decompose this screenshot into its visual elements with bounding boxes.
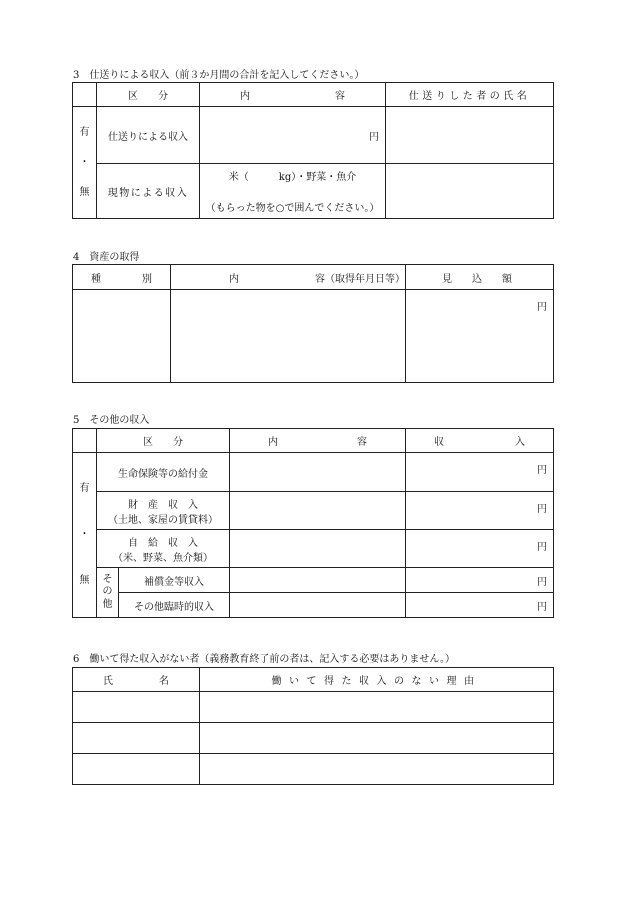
presence-cell: 有 ・ 無 (73, 453, 97, 618)
header-name: 氏 名 (73, 668, 200, 692)
header-kubun: 区 分 (97, 429, 230, 453)
row-property-income-content[interactable] (230, 492, 406, 530)
section-5-title: 5 その他の収入 (73, 415, 150, 426)
row-temporary-income-content[interactable] (230, 593, 406, 618)
asset-amount-field[interactable]: 円 (406, 290, 554, 383)
header-shubetsu: 種 別 (73, 265, 171, 290)
sonota-cell: その他 (97, 568, 119, 618)
no-work-income-table (72, 667, 554, 785)
row-compensation-label: 補償金等収入 (119, 568, 230, 593)
row-compensation-amount[interactable]: 円 (406, 568, 554, 593)
asset-acquisition-table (72, 264, 554, 383)
row-temporary-income-amount[interactable]: 円 (406, 593, 554, 618)
header-sender-name: 仕送りした者の氏名 (386, 83, 554, 107)
row-compensation-content[interactable] (230, 568, 406, 593)
row-self-supply-amount[interactable]: 円 (406, 530, 554, 568)
row-remittance-amount[interactable]: 円 (200, 107, 386, 164)
row-inkind-sender[interactable] (386, 164, 554, 219)
row-property-income-label: 財 産 収 入 （土地、家屋の賃貸料） (97, 492, 230, 530)
row-property-income-amount[interactable]: 円 (406, 492, 554, 530)
reason-field-1[interactable] (200, 692, 554, 723)
row-temporary-income-label: その他臨時的収入 (119, 593, 230, 618)
row-inkind-content[interactable]: 米（ kg）・野菜・魚介 （もらった物を○で囲んでください。） (200, 164, 386, 219)
reason-field-2[interactable] (200, 723, 554, 754)
row-inkind-label: 現物による収入 (97, 164, 200, 219)
header-naiyou: 内 容 (200, 83, 386, 107)
section-3-title: 3 仕送りによる収入（前３か月間の合計を記入してください。） (73, 70, 365, 81)
header-kubun: 区 分 (97, 83, 200, 107)
other-income-table (72, 428, 554, 618)
name-field-3[interactable] (73, 754, 200, 785)
presence-cell: 有 ・ 無 (73, 107, 97, 219)
name-field-1[interactable] (73, 692, 200, 723)
reason-field-3[interactable] (200, 754, 554, 785)
asset-type-field[interactable] (73, 290, 171, 383)
row-remittance-label: 仕送りによる収入 (97, 107, 200, 164)
header-expected-amount: 見 込 額 (406, 265, 554, 290)
row-self-supply-content[interactable] (230, 530, 406, 568)
header-reason: 働いて得た収入のない理由 (200, 668, 554, 692)
row-life-insurance-content[interactable] (230, 453, 406, 492)
section-6-title: 6 働いて得た収入がない者（義務教育終了前の者は、記入する必要はありません。） (73, 654, 455, 665)
table-corner (73, 83, 97, 107)
header-naiyou: 内 容（取得年月日等） (171, 265, 406, 290)
remittance-income-table (72, 82, 554, 219)
row-life-insurance-label: 生命保険等の給付金 (97, 453, 230, 492)
row-life-insurance-amount[interactable]: 円 (406, 453, 554, 492)
section-4-title: 4 資産の取得 (73, 252, 140, 263)
table-corner (73, 429, 97, 453)
asset-content-field[interactable] (171, 290, 406, 383)
row-remittance-sender[interactable] (386, 107, 554, 164)
header-naiyou: 内 容 (230, 429, 406, 453)
name-field-2[interactable] (73, 723, 200, 754)
header-income: 収 入 (406, 429, 554, 453)
row-self-supply-label: 自 給 収 入 （米、野菜、魚介類） (97, 530, 230, 568)
